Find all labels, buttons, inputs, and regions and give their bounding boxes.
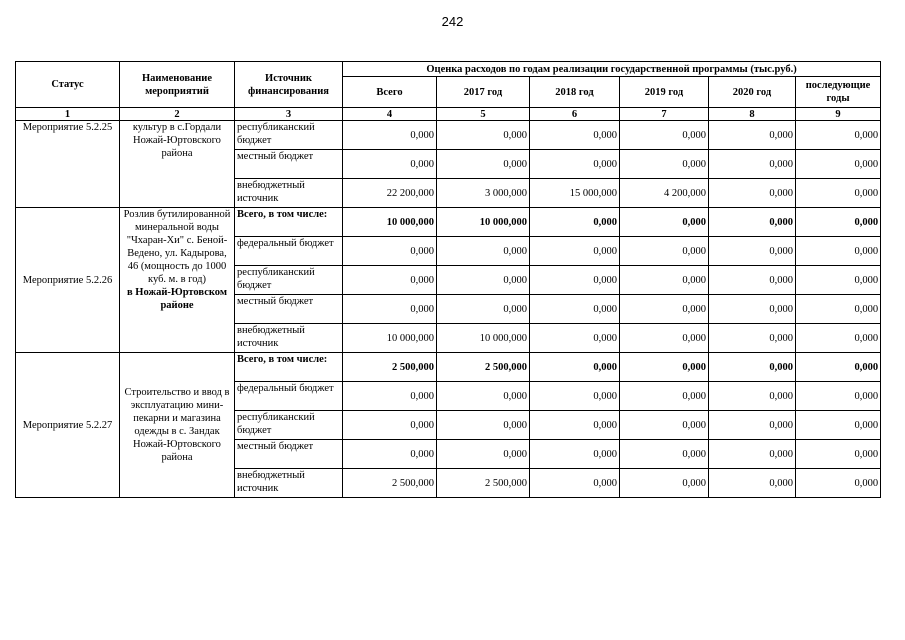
value-later: 0,000 <box>796 237 881 266</box>
value-later: 0,000 <box>796 440 881 469</box>
column-number: 9 <box>796 108 881 121</box>
header-source: Источник финансирования <box>235 62 343 108</box>
status-cell: Мероприятие 5.2.26 <box>16 208 120 353</box>
value-2019: 0,000 <box>620 150 709 179</box>
value-2017: 0,000 <box>437 411 530 440</box>
value-2020: 0,000 <box>709 237 796 266</box>
column-number: 5 <box>437 108 530 121</box>
value-2019: 0,000 <box>620 440 709 469</box>
source-cell: местный бюджет <box>235 295 343 324</box>
value-later: 0,000 <box>796 469 881 498</box>
value-2019: 0,000 <box>620 411 709 440</box>
header-status: Статус <box>16 62 120 108</box>
source-cell: местный бюджет <box>235 150 343 179</box>
column-number: 6 <box>530 108 620 121</box>
value-2020: 0,000 <box>709 411 796 440</box>
value-2019: 0,000 <box>620 121 709 150</box>
value-2020: 0,000 <box>709 150 796 179</box>
value-total: 0,000 <box>343 295 437 324</box>
value-total: 2 500,000 <box>343 353 437 382</box>
value-later: 0,000 <box>796 353 881 382</box>
value-2019: 0,000 <box>620 469 709 498</box>
value-2019: 0,000 <box>620 353 709 382</box>
value-later: 0,000 <box>796 382 881 411</box>
value-2020: 0,000 <box>709 382 796 411</box>
header-2018: 2018 год <box>530 77 620 108</box>
value-2020: 0,000 <box>709 121 796 150</box>
header-2020: 2020 год <box>709 77 796 108</box>
header-total: Всего <box>343 77 437 108</box>
source-cell: федеральный бюджет <box>235 237 343 266</box>
value-2017: 0,000 <box>437 266 530 295</box>
value-2017: 3 000,000 <box>437 179 530 208</box>
value-2017: 2 500,000 <box>437 353 530 382</box>
value-2018: 15 000,000 <box>530 179 620 208</box>
column-numbers-row <box>16 108 881 121</box>
value-2017: 0,000 <box>437 295 530 324</box>
value-2020: 0,000 <box>709 324 796 353</box>
column-number: 7 <box>620 108 709 121</box>
source-cell: Всего, в том числе: <box>235 208 343 237</box>
source-cell: внебюджетный источник <box>235 324 343 353</box>
value-2018: 0,000 <box>530 266 620 295</box>
value-2017: 0,000 <box>437 150 530 179</box>
value-2018: 0,000 <box>530 295 620 324</box>
value-2018: 0,000 <box>530 411 620 440</box>
value-2019: 0,000 <box>620 295 709 324</box>
value-later: 0,000 <box>796 411 881 440</box>
value-2017: 0,000 <box>437 237 530 266</box>
value-2020: 0,000 <box>709 353 796 382</box>
budget-table <box>15 61 881 498</box>
value-total: 0,000 <box>343 382 437 411</box>
value-2018: 0,000 <box>530 353 620 382</box>
value-later: 0,000 <box>796 179 881 208</box>
value-later: 0,000 <box>796 150 881 179</box>
value-2018: 0,000 <box>530 440 620 469</box>
status-cell: Мероприятие 5.2.25 <box>16 121 120 208</box>
header-name: Наименование мероприятий <box>120 62 235 108</box>
value-total: 0,000 <box>343 121 437 150</box>
value-later: 0,000 <box>796 295 881 324</box>
value-2017: 10 000,000 <box>437 324 530 353</box>
value-2018: 0,000 <box>530 208 620 237</box>
value-total: 0,000 <box>343 150 437 179</box>
value-2018: 0,000 <box>530 121 620 150</box>
header-later-years: последующие годы <box>796 77 881 108</box>
header-2019: 2019 год <box>620 77 709 108</box>
value-2018: 0,000 <box>530 324 620 353</box>
value-total: 22 200,000 <box>343 179 437 208</box>
source-cell: местный бюджет <box>235 440 343 469</box>
value-2019: 4 200,000 <box>620 179 709 208</box>
source-cell: внебюджетный источник <box>235 469 343 498</box>
value-2017: 0,000 <box>437 382 530 411</box>
name-text: Розлив бутилированной минеральной воды "Чхаран-Хи" с. Беной-Ведено, ул. Кадырова, 46 (мощность до 1000 куб. м. в год) <box>123 209 231 285</box>
value-total: 0,000 <box>343 237 437 266</box>
name-cell: Строительство и ввод в эксплуатацию мини-пекарни и магазина одежды в с. Зандак Ножай-Юртовского района <box>120 353 235 498</box>
value-2019: 0,000 <box>620 208 709 237</box>
value-2018: 0,000 <box>530 382 620 411</box>
value-2017: 0,000 <box>437 121 530 150</box>
name-cell <box>120 208 235 353</box>
source-cell: внебюджетный источник <box>235 179 343 208</box>
value-2020: 0,000 <box>709 469 796 498</box>
source-cell: республиканский бюджет <box>235 121 343 150</box>
value-2019: 0,000 <box>620 382 709 411</box>
value-later: 0,000 <box>796 121 881 150</box>
status-cell: Мероприятие 5.2.27 <box>16 353 120 498</box>
value-2017: 10 000,000 <box>437 208 530 237</box>
value-2020: 0,000 <box>709 440 796 469</box>
column-number: 1 <box>16 108 120 121</box>
column-number: 4 <box>343 108 437 121</box>
table-row-total <box>16 208 881 237</box>
value-total: 0,000 <box>343 440 437 469</box>
value-2017: 0,000 <box>437 440 530 469</box>
value-2018: 0,000 <box>530 469 620 498</box>
column-number: 2 <box>120 108 235 121</box>
value-total: 10 000,000 <box>343 208 437 237</box>
value-2020: 0,000 <box>709 179 796 208</box>
table-row-total <box>16 353 881 382</box>
source-cell: республиканский бюджет <box>235 411 343 440</box>
value-2018: 0,000 <box>530 237 620 266</box>
value-2017: 2 500,000 <box>437 469 530 498</box>
value-2019: 0,000 <box>620 324 709 353</box>
value-total: 0,000 <box>343 411 437 440</box>
table-row <box>16 121 881 150</box>
source-cell: федеральный бюджет <box>235 382 343 411</box>
name-cell: культур в с.Гордали Ножай-Юртовского района <box>120 121 235 208</box>
column-number: 8 <box>709 108 796 121</box>
value-total: 0,000 <box>343 266 437 295</box>
value-later: 0,000 <box>796 324 881 353</box>
header-costs-title: Оценка расходов по годам реализации государственной программы (тыс.руб.) <box>343 62 881 77</box>
value-total: 2 500,000 <box>343 469 437 498</box>
value-2018: 0,000 <box>530 150 620 179</box>
value-total: 10 000,000 <box>343 324 437 353</box>
value-2020: 0,000 <box>709 208 796 237</box>
value-2019: 0,000 <box>620 266 709 295</box>
value-2020: 0,000 <box>709 295 796 324</box>
value-2020: 0,000 <box>709 266 796 295</box>
value-later: 0,000 <box>796 266 881 295</box>
source-cell: Всего, в том числе: <box>235 353 343 382</box>
source-cell: республиканский бюджет <box>235 266 343 295</box>
value-2019: 0,000 <box>620 237 709 266</box>
header-2017: 2017 год <box>437 77 530 108</box>
column-number: 3 <box>235 108 343 121</box>
name-text-bold: в Ножай-Юртовском районе <box>127 287 227 311</box>
page-number: 242 <box>441 14 464 29</box>
value-later: 0,000 <box>796 208 881 237</box>
